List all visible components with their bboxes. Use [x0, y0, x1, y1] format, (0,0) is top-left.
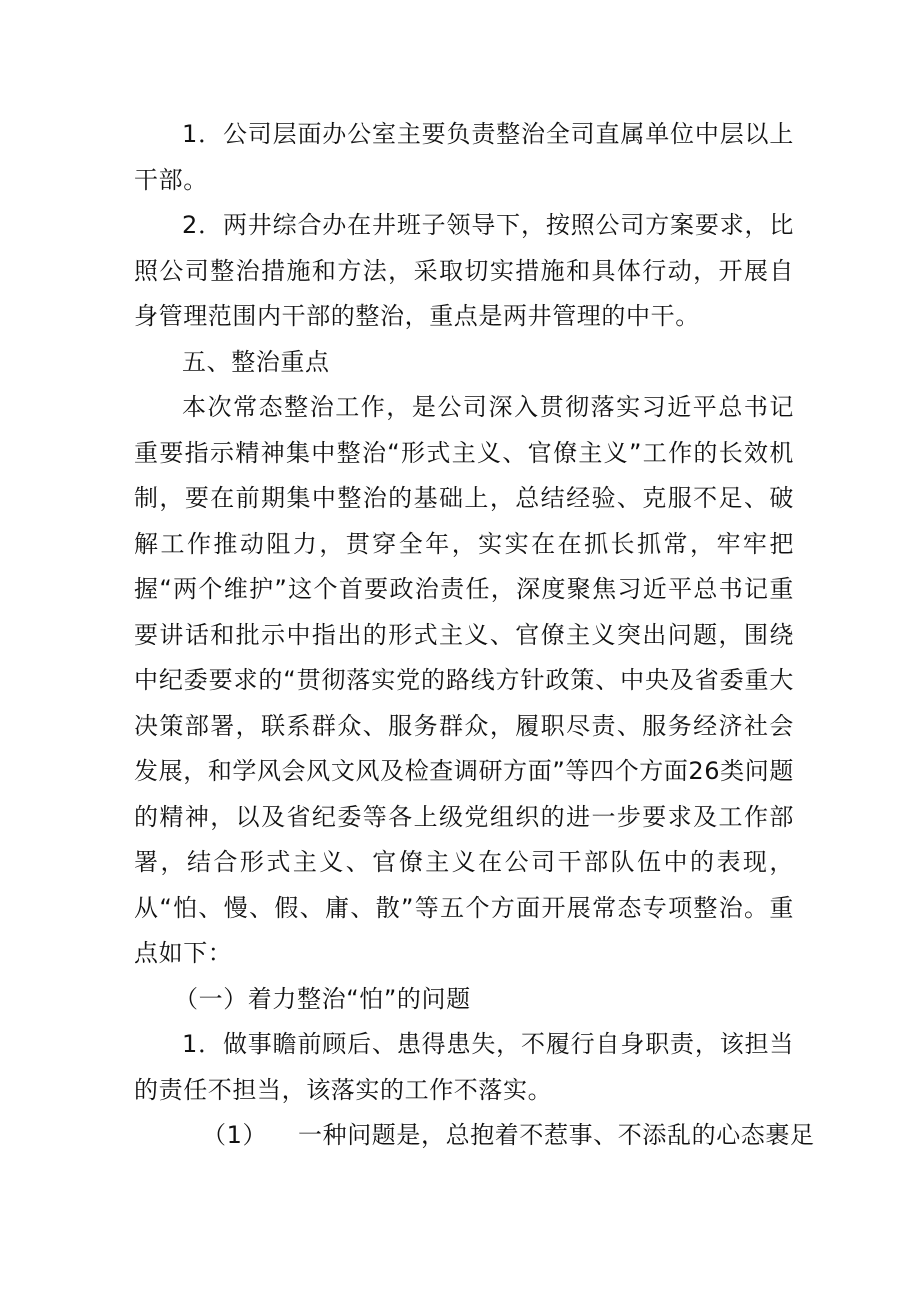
paragraph-item-1: 1．公司层面办公室主要负责整治全司直属单位中层以上干部。 — [134, 120, 794, 194]
section-heading: 五、整治重点 — [182, 347, 330, 376]
paragraph-item-2: 2．两井综合办在井班子领导下，按照公司方案要求，比照公司整治措施和方法，采取切实措施和具体行动，开展自身管理范围内干部的整治，重点是两井管理的中干。 — [134, 211, 794, 330]
list-item-text: 一种问题是，总抱着不惹事、不添乱的心态裹足 — [298, 1121, 815, 1149]
main-paragraph: 本次常态整治工作，是公司深入贯彻落实习近平总书记重要指示精神集中整治“形式主义、官僚主义”工作的长效机制，要在前期集中整治的基础上，总结经验、克服不足、破解工作推动阻力，贯穿全年，实实在在抓长抓常，牢牢把握“两个维护”这个首要政治责任，深度聚焦习近平总书记重要讲话和批示中指出的形式主义、官僚主义突出问题，围绕中纪委要求的“贯彻落实党的路线方针政策、中央及省委重大决策部署，联系群众、服务群众，履职尽责、服务经济社会发展，和学风会风文风及检查调研方面”等四个方面26类问题的精神，以及省纪委等各上级党组织的进一步要求及工作部署，结合形式主义、官僚主义在公司干部队伍中的表现，从“怕、慢、假、庸、散”等五个方面开展常态专项整治。重点如下： — [134, 393, 794, 967]
list-item-marker: （1） — [202, 1121, 268, 1149]
document-body — [134, 112, 815, 1159]
sub-heading: （一）着力整治“怕”的问题 — [174, 984, 471, 1013]
list-item-row — [134, 1113, 815, 1159]
item-paragraph: 1．做事瞻前顾后、患得患失，不履行自身职责，该担当的责任不担当，该落实的工作不落实。 — [134, 1030, 794, 1104]
